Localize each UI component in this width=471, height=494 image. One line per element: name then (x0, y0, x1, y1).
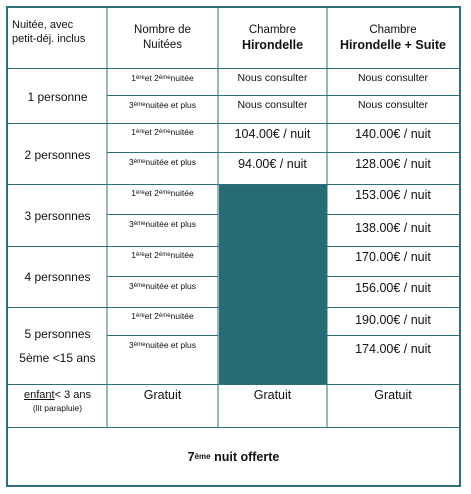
price-suite: 153.00€ / nuit (355, 188, 431, 202)
footer-offer (8, 428, 459, 485)
nights-first-5 (107, 308, 218, 324)
header-col-nombre-line1: Nombre de (134, 24, 191, 36)
price-suite: 140.00€ / nuit (355, 127, 431, 141)
nights-text: nuitée et plus (145, 157, 196, 167)
nights-text: et 2 (144, 250, 159, 260)
price-suite: 170.00€ / nuit (355, 250, 431, 264)
price-hirondelle: Nous consulter (237, 99, 308, 111)
price-hirondelle: Nous consulter (237, 72, 308, 84)
nights-sup: ème (158, 252, 171, 258)
footer-num: 7 (187, 449, 195, 464)
nights-text: 1 (131, 127, 137, 137)
nights-sup: ère (136, 129, 145, 135)
price-suite: 190.00€ / nuit (355, 313, 431, 327)
nights-text: nuitée (170, 188, 194, 198)
nights-sup: ère (136, 313, 145, 319)
header-col-hirondelle-line2: Hirondelle (241, 38, 304, 52)
header-col-hirondelle (218, 8, 327, 68)
row-label-1: 1 personne (27, 89, 88, 104)
child-price-hirondelle: Gratuit (253, 388, 292, 402)
nights-sup: ère (136, 252, 145, 258)
nights-text: 3 (129, 100, 134, 110)
nights-text: et 2 (144, 311, 159, 321)
nights-third-5 (107, 336, 218, 354)
nights-sup: ème (133, 221, 146, 227)
header-col-nombre (107, 8, 218, 68)
row-label-3: 3 personnes (24, 208, 91, 223)
nights-text: nuitée (170, 73, 194, 83)
nights-text: nuitée (170, 250, 194, 260)
nights-text: 1 (131, 311, 137, 321)
price-suite: Nous consulter (357, 72, 429, 84)
price-suite: Nous consulter (357, 99, 429, 111)
nights-sup: ème (158, 313, 171, 319)
child-label-underlined: enfant (24, 389, 55, 401)
nights-sup: ère (136, 75, 145, 81)
nights-text: et 2 (144, 73, 159, 83)
child-label-rest: < 3 ans (54, 389, 91, 401)
nights-text: nuitée et plus (145, 281, 196, 291)
price-suite: 128.00€ / nuit (355, 157, 431, 171)
footer-rest: nuit offerte (210, 449, 280, 464)
child-price-nights: Gratuit (143, 388, 182, 402)
row-label-5-main: 5 personnes (24, 327, 91, 341)
unavailable-block (219, 185, 327, 384)
nights-sup: ème (158, 129, 171, 135)
nights-text: nuitée (170, 127, 194, 137)
nights-text: 1 (131, 73, 137, 83)
nights-sup: ème (133, 159, 146, 165)
nights-text: 3 (129, 281, 134, 291)
nights-text: nuitée et plus (145, 219, 196, 229)
nights-text: 3 (129, 219, 134, 229)
nights-text: 3 (129, 340, 134, 350)
nights-sup: ème (133, 102, 146, 108)
nights-text: 3 (129, 157, 134, 167)
price-suite: 156.00€ / nuit (355, 281, 431, 295)
header-col-hirondelle-line1: Chambre (248, 24, 297, 36)
child-label (8, 385, 107, 427)
child-price-suite: Gratuit (374, 388, 412, 402)
price-hirondelle: 94.00€ / nuit (238, 157, 307, 171)
header-col-suite-line1: Chambre (369, 24, 417, 36)
nights-text: et 2 (144, 188, 159, 198)
header-col-nombre-line2: Nuitées (143, 39, 182, 51)
nights-sup: ème (158, 75, 171, 81)
nights-sup: ème (133, 342, 146, 348)
nights-first-3 (107, 185, 218, 201)
nights-first-4 (107, 247, 218, 263)
nights-text: et 2 (144, 127, 159, 137)
nights-first-1 (107, 69, 218, 87)
nights-third-3 (107, 215, 218, 233)
footer-sup: ème (194, 452, 211, 461)
child-note: (lit parapluie) (32, 403, 83, 413)
nights-sup: ème (133, 283, 146, 289)
nights-text: 1 (131, 188, 137, 198)
row-label-4: 4 personnes (24, 270, 91, 284)
header-col-suite-line2: Hirondelle + Suite (340, 38, 446, 52)
child-label-main (24, 389, 91, 401)
nights-text: nuitée et plus (145, 100, 196, 110)
nights-third-1 (107, 96, 218, 114)
nights-text: nuitée (170, 311, 194, 321)
header-col-nuitee-line2: petit-déj. inclus (12, 33, 86, 45)
nights-sup: ème (158, 190, 171, 196)
nights-first-2 (107, 124, 218, 140)
nights-third-2 (107, 153, 218, 171)
price-suite: 138.00€ / nuit (355, 220, 431, 235)
price-hirondelle: 104.00€ / nuit (234, 127, 311, 141)
header-col-suite (327, 8, 459, 68)
nights-text: 1 (131, 250, 137, 260)
nights-sup: ère (136, 190, 145, 196)
header-col-nuitee (8, 8, 107, 68)
price-suite: 174.00€ / nuit (355, 342, 431, 356)
row-label-5 (8, 308, 107, 384)
nights-third-4 (107, 277, 218, 295)
row-label-5-sub: 5ème <15 ans (19, 351, 96, 365)
nights-text: nuitée et plus (145, 340, 196, 350)
header-col-nuitee-line1: Nuitée, avec (12, 19, 74, 31)
row-label-2: 2 personnes (24, 147, 91, 162)
